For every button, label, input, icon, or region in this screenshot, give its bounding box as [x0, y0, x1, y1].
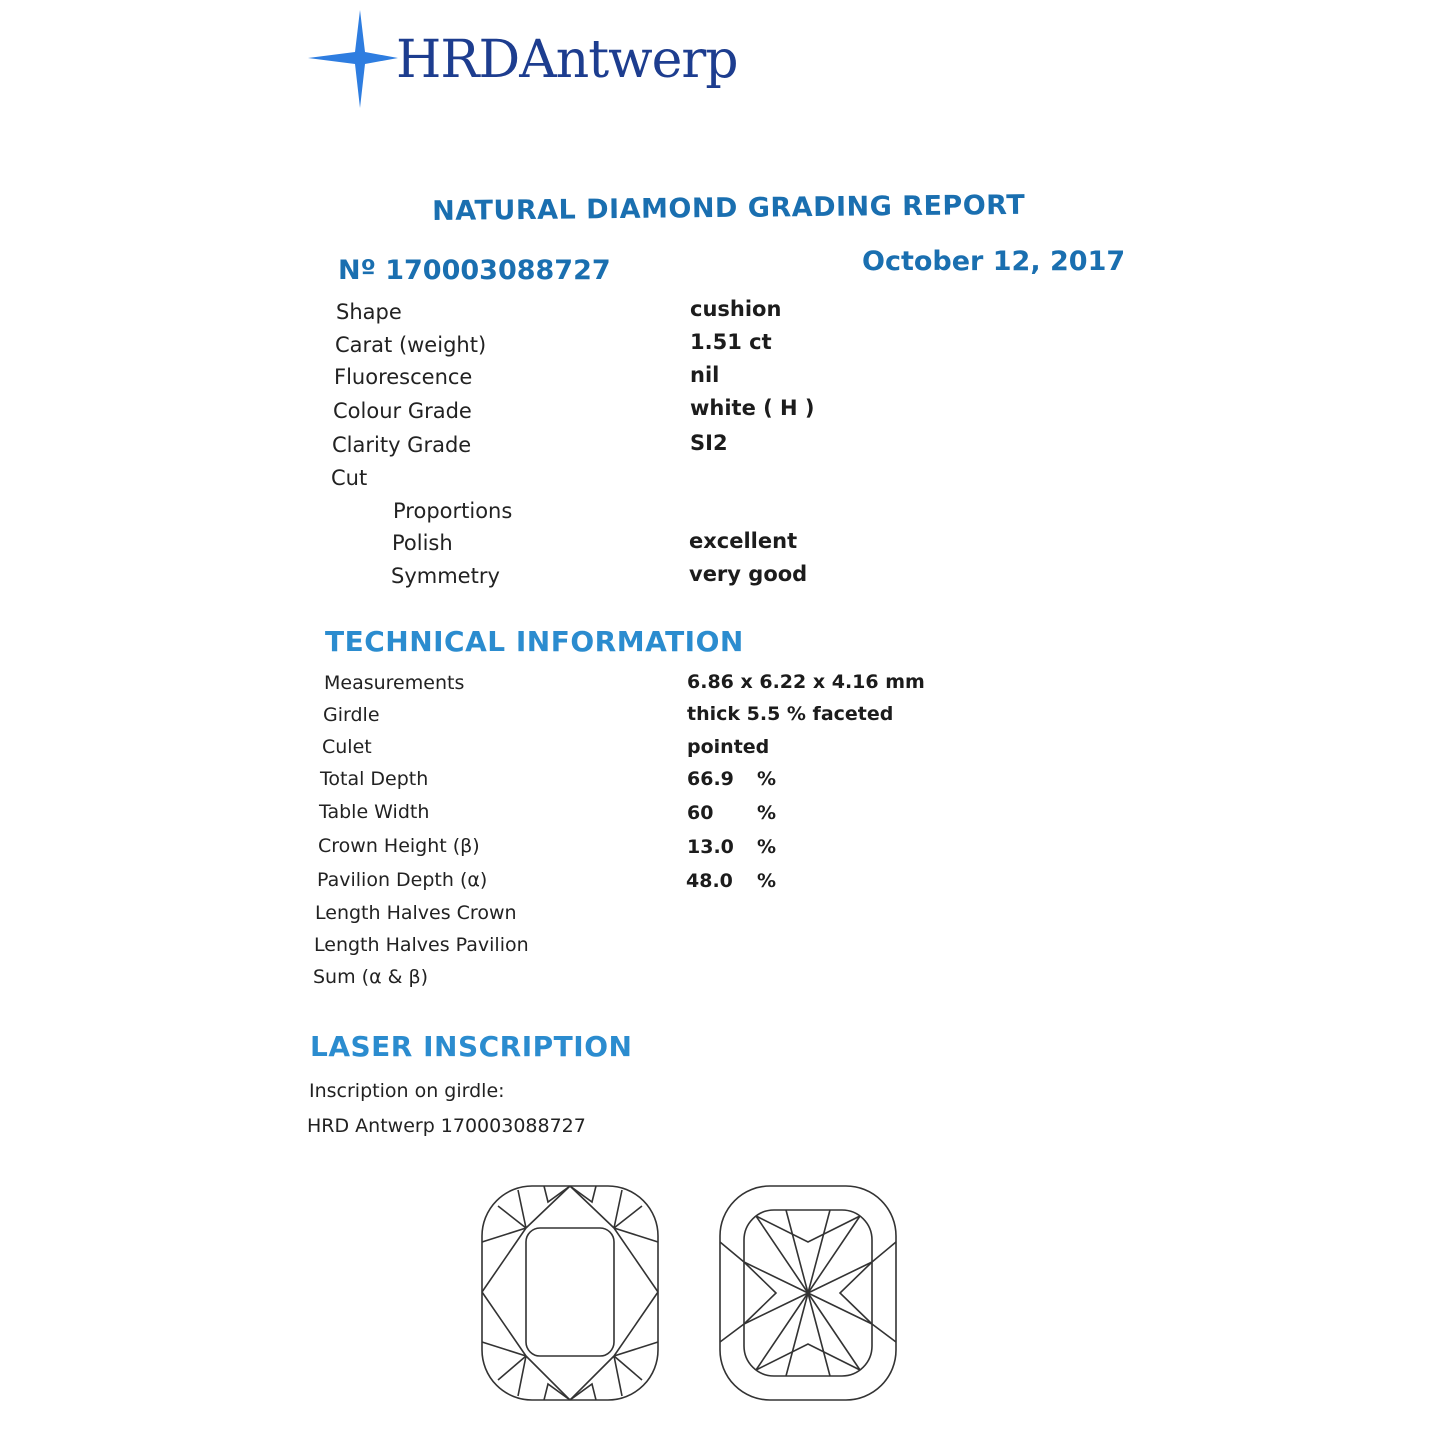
tech-unit: % [757, 870, 777, 892]
report-title: NATURAL DIAMOND GRADING REPORT [432, 189, 1026, 227]
grading-value: SI2 [690, 431, 728, 455]
pavilion-diagram [716, 1182, 901, 1404]
inscription-text: HRD Antwerp 170003088727 [307, 1115, 586, 1137]
cut-label: Symmetry [391, 564, 500, 588]
grading-value: 1.51 ct [690, 330, 772, 354]
grading-label: Carat (weight) [335, 333, 487, 357]
tech-label: Crown Height (β) [318, 835, 480, 857]
tech-unit: % [757, 802, 777, 824]
grading-label: Fluorescence [334, 365, 473, 389]
brand-name: HRDAntwerp [396, 30, 738, 90]
tech-label: Culet [322, 736, 372, 758]
crown-diagram [478, 1182, 663, 1404]
tech-unit: % [757, 836, 777, 858]
grading-label: Cut [331, 466, 368, 490]
grading-label: Shape [336, 300, 402, 324]
report-date: October 12, 2017 [862, 246, 1126, 277]
tech-value: 66.9 [687, 768, 734, 790]
laser-heading: LASER INSCRIPTION [310, 1030, 633, 1063]
cut-value: excellent [689, 529, 798, 553]
tech-label: Length Halves Crown [315, 902, 517, 924]
grading-value: cushion [690, 297, 782, 321]
hrd-logo [308, 10, 768, 110]
tech-label: Total Depth [320, 768, 429, 790]
tech-value: pointed [687, 736, 770, 758]
tech-label: Table Width [319, 801, 430, 823]
report-number: Nº 170003088727 [338, 255, 611, 286]
technical-heading: TECHNICAL INFORMATION [325, 625, 744, 658]
tech-value: 60 [687, 802, 714, 824]
tech-label: Pavilion Depth (α) [317, 869, 488, 891]
cut-value: very good [689, 562, 808, 586]
tech-label: Measurements [324, 672, 465, 694]
tech-label: Length Halves Pavilion [314, 934, 529, 956]
tech-value: thick 5.5 % faceted [687, 703, 894, 725]
tech-value: 48.0 [686, 870, 733, 892]
inscription-label: Inscription on girdle: [309, 1080, 505, 1102]
tech-unit: % [757, 768, 777, 790]
cut-label: Polish [392, 531, 453, 555]
grading-value: white ( H ) [690, 396, 815, 420]
star-icon [308, 10, 398, 110]
tech-label: Sum (α & β) [313, 966, 429, 988]
grading-label: Clarity Grade [332, 433, 472, 457]
cut-label: Proportions [393, 499, 513, 523]
grading-value: nil [690, 363, 720, 387]
grading-label: Colour Grade [333, 399, 472, 423]
tech-value: 6.86 x 6.22 x 4.16 mm [687, 671, 925, 693]
tech-label: Girdle [323, 704, 380, 726]
tech-value: 13.0 [687, 836, 734, 858]
